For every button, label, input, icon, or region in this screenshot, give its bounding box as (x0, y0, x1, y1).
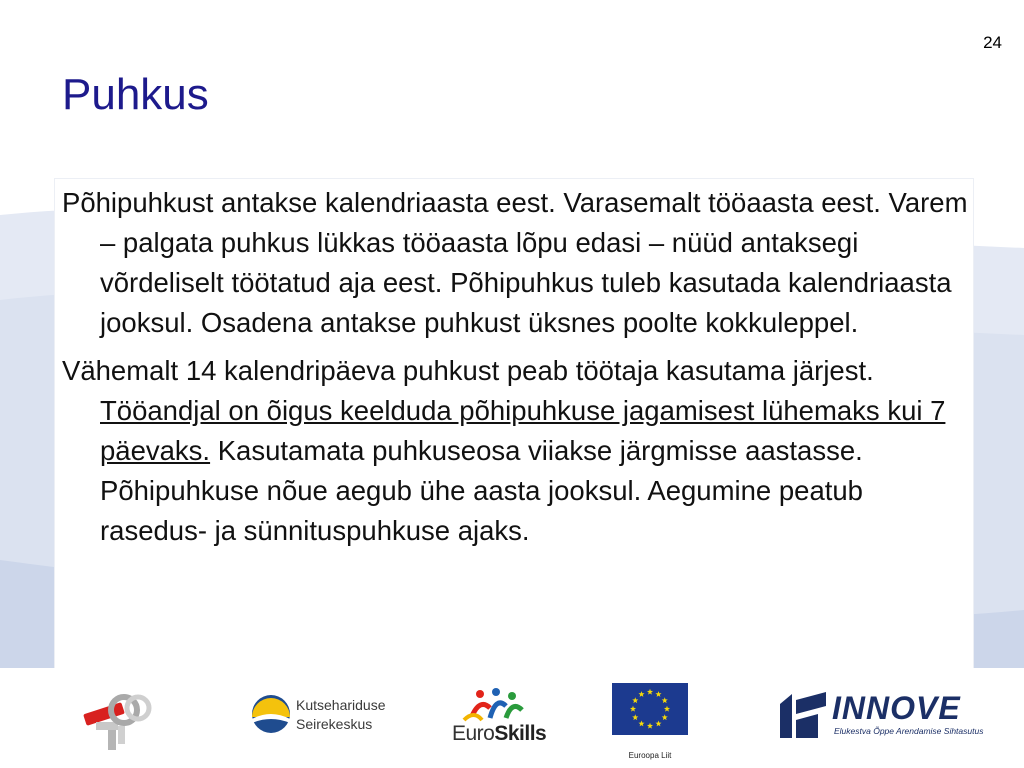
keys-logo-icon (78, 682, 158, 754)
paragraph-text-after: Kasutamata puhkuseosa viiakse järgmisse aastasse. Põhipuhkuse nõue aegub ühe aasta jooksul. Aegumine peatub rasedus- ja sünnituspuhkuse ajaks. (100, 435, 863, 546)
eu-star-icon (638, 691, 644, 697)
euroskills-logo (450, 686, 560, 744)
euroskills-figures-icon (450, 686, 550, 724)
paragraph-underlined-text: Tööandjal on õigus keelduda põhipuhkuse jagamisest lühemaks kui 7 päevaks. (100, 395, 946, 466)
innove-emblem-icon (778, 690, 828, 742)
eu-logo (612, 683, 690, 763)
eu-star-icon (664, 706, 670, 712)
euroskills-skills: Skills (494, 722, 547, 745)
slide-title: Puhkus (62, 70, 209, 119)
eu-star-icon (630, 706, 636, 712)
eu-flag-icon (612, 683, 688, 735)
paragraph-text-before: Vähemalt 14 kalendripäeva puhkust peab töötaja kasutama järjest. (62, 355, 874, 386)
eu-star-icon (662, 714, 668, 720)
eu-star-icon (632, 697, 638, 703)
eu-star-icon (632, 714, 638, 720)
seirekeskus-sun-icon (250, 693, 292, 735)
paragraph-annual-leave (62, 183, 972, 343)
kutse-line1: Kutsehariduse (296, 697, 386, 713)
eu-label: Euroopa Liit (628, 751, 672, 760)
paragraph-text: Põhipuhkust antakse kalendriaasta eest. Varasemalt tööaasta eest. Varem – palgata puhkus lükkas tööaasta lõpu edasi – nüüd antaksegi võrdeliselt töötatud aja eest. Põhipuhkus tuleb kasutada kalendriaasta jooksul. Osadena antakse puhkust üksnes poolte kokkuleppel. (62, 187, 968, 338)
body-text (62, 183, 972, 559)
eu-star-icon (655, 691, 661, 697)
eu-star-icon (647, 689, 653, 695)
kutsehariduse-seirekeskus-logo (250, 693, 410, 739)
euroskills-euro: Euro (452, 722, 495, 745)
innove-tagline: Elukestva Õppe Arendamise Sihtasutus (834, 726, 984, 736)
footer-logos (0, 668, 1024, 768)
innove-name: INNOVE (832, 690, 961, 726)
kutse-line2: Seirekeskus (296, 716, 373, 732)
eu-star-icon (662, 697, 668, 703)
innove-logo (778, 690, 984, 744)
eu-star-icon (655, 721, 661, 727)
eu-star-icon (647, 723, 653, 729)
page-number: 24 (983, 33, 1002, 52)
eu-star-icon (638, 721, 644, 727)
paragraph-consecutive-days (62, 351, 972, 551)
